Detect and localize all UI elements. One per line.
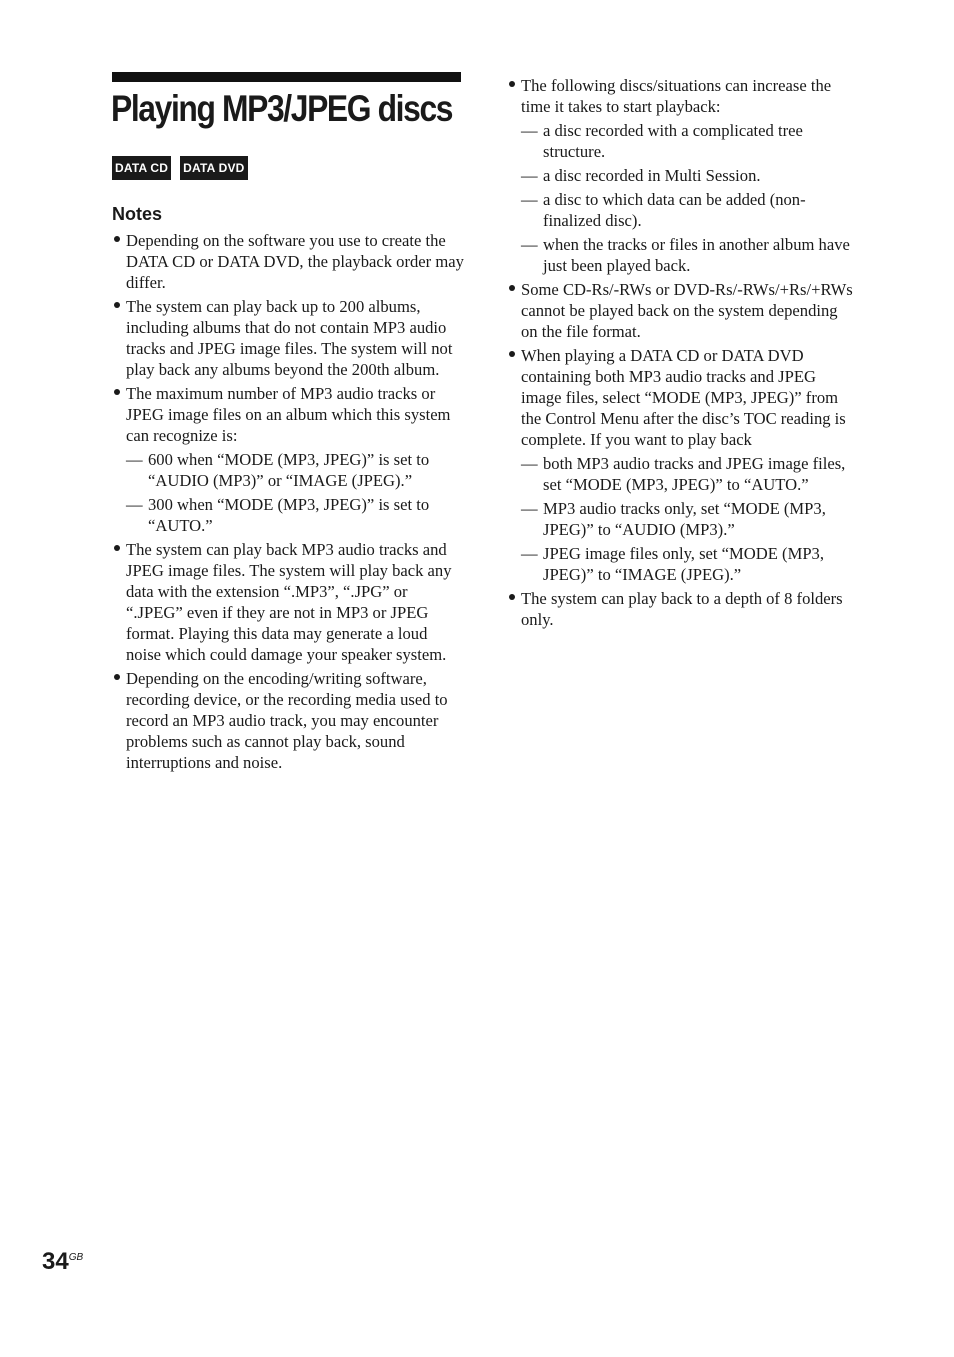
note-item bbox=[112, 668, 464, 773]
sub-item: — 600 when “MODE (MP3, JPEG)” is set to “AUDIO (MP3)” or “IMAGE (JPEG).” bbox=[126, 449, 464, 491]
note-text: Depending on the encoding/writing software, recording device, or the recording media used to record an MP3 audio track, you may encounter problems such as cannot play back, sound interruptions and noise. bbox=[126, 669, 448, 772]
sub-item: — a disc recorded with a complicated tree structure. bbox=[521, 120, 857, 162]
page-title: Playing MP3/JPEG discs bbox=[111, 88, 453, 129]
note-text: The following discs/situations can increase the time it takes to start playback: bbox=[521, 76, 832, 116]
sub-list bbox=[521, 453, 857, 585]
notes-heading: Notes bbox=[112, 204, 163, 224]
page-number bbox=[42, 1248, 83, 1276]
notes-list bbox=[112, 230, 464, 773]
note-item bbox=[507, 75, 857, 276]
note-item bbox=[112, 230, 464, 293]
right-column bbox=[507, 75, 857, 633]
sub-item: — when the tracks or files in another album have just been played back. bbox=[521, 234, 857, 276]
note-text: The system can play back MP3 audio tracks and JPEG image files. The system will play back any data with the extension “.MP3”, “.JPG” or “.JPEG” even if they are not in MP3 or JPEG format. Playing this data may generate a loud noise which could damage your speaker system. bbox=[126, 540, 452, 664]
left-column bbox=[112, 230, 464, 776]
page-number-suffix: GB bbox=[68, 1252, 84, 1263]
sub-item: — 300 when “MODE (MP3, JPEG)” is set to “AUTO.” bbox=[126, 494, 464, 536]
note-item bbox=[112, 539, 464, 665]
sub-list bbox=[521, 120, 857, 276]
notes-list bbox=[507, 75, 857, 630]
data-cd-badge: DATA CD bbox=[112, 156, 171, 180]
sub-list bbox=[126, 449, 464, 536]
sub-item: — MP3 audio tracks only, set “MODE (MP3, JPEG)” to “AUDIO (MP3).” bbox=[521, 498, 857, 540]
sub-item: — JPEG image files only, set “MODE (MP3, JPEG)” to “IMAGE (JPEG).” bbox=[521, 543, 857, 585]
sub-item: — a disc recorded in Multi Session. bbox=[521, 165, 857, 186]
disc-type-badges bbox=[112, 156, 248, 180]
sub-item: — both MP3 audio tracks and JPEG image files, set “MODE (MP3, JPEG)” to “AUTO.” bbox=[521, 453, 857, 495]
data-dvd-badge: DATA DVD bbox=[180, 156, 247, 180]
note-text: The system can play back up to 200 albums, including albums that do not contain MP3 audio tracks and JPEG image files. The system will not play back any albums beyond the 200th album. bbox=[126, 297, 453, 379]
note-text: Depending on the software you use to create the DATA CD or DATA DVD, the playback order may differ. bbox=[126, 231, 464, 292]
note-text: Some CD-Rs/-RWs or DVD-Rs/-RWs/+Rs/+RWs cannot be played back on the system depending on the file format. bbox=[521, 280, 853, 341]
note-text: The maximum number of MP3 audio tracks or JPEG image files on an album which this system can recognize is: bbox=[126, 384, 451, 445]
note-item bbox=[507, 345, 857, 585]
title-rule bbox=[112, 72, 461, 82]
page-number-value: 34 bbox=[42, 1248, 69, 1275]
note-item bbox=[507, 279, 857, 342]
sub-item: — a disc to which data can be added (non-finalized disc). bbox=[521, 189, 857, 231]
note-item bbox=[112, 383, 464, 536]
note-text: When playing a DATA CD or DATA DVD containing both MP3 audio tracks and JPEG image files, select “MODE (MP3, JPEG)” from the Control Menu after the disc’s TOC reading is complete. If you want to play back bbox=[521, 346, 846, 449]
note-item bbox=[507, 588, 857, 630]
note-item bbox=[112, 296, 464, 380]
note-text: The system can play back to a depth of 8 folders only. bbox=[521, 589, 843, 629]
